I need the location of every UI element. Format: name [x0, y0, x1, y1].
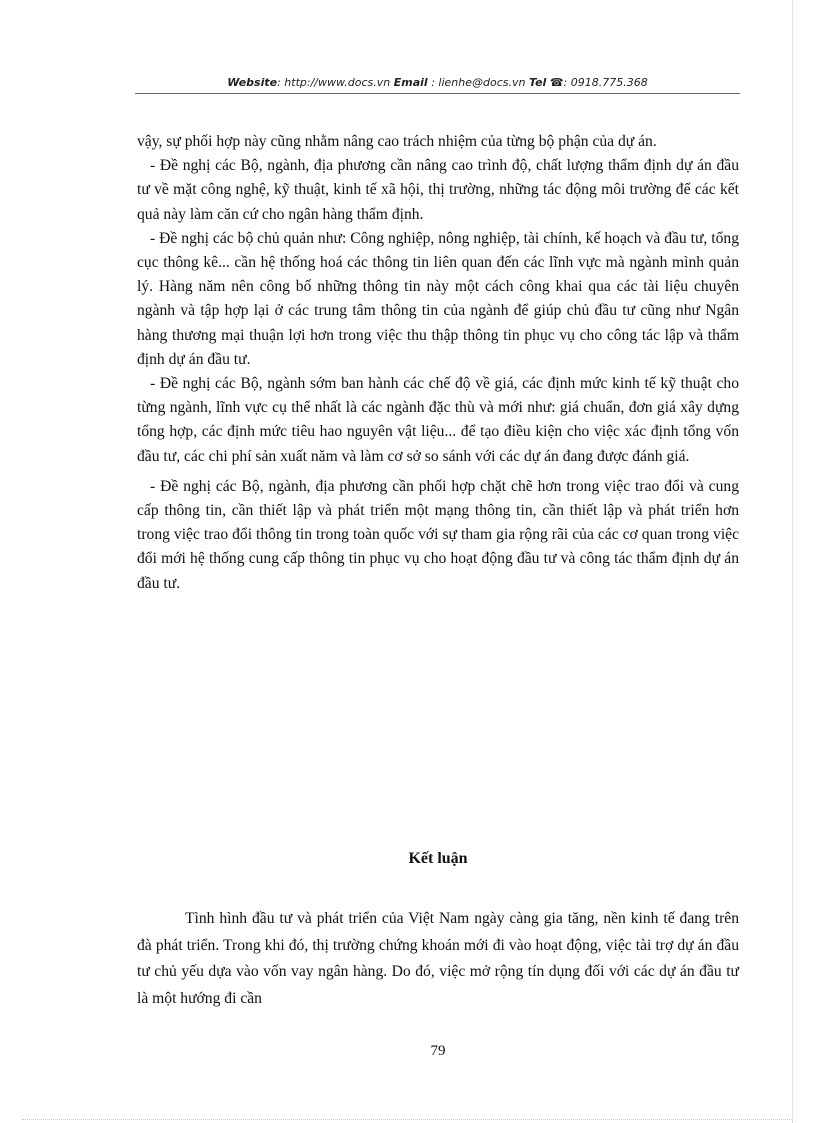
phone-icon: ☎: [549, 76, 564, 89]
conclusion-paragraph: Tình hình đầu tư và phát triển của Việt Nam ngày càng gia tăng, nền kinh tế đang trên đà phát triển. Trong khi đó, thị trường chứng khoán mới đi vào hoạt động, việc tài trợ dự án đầu tư chủ yếu dựa vào vốn vay ngân hàng. Do đó, việc mở rộng tín dụng đối với các dự án đầu tư là một hướng đi cần: [137, 910, 739, 1007]
website-label: Website: [227, 76, 278, 89]
conclusion-heading: Kết luận: [408, 850, 468, 867]
recommendation-item: - Đề nghị các bộ chủ quản như: Công nghiệp, nông nghiệp, tài chính, kế hoạch và đầu tư, tổng cục thông kê... cần hệ thống hoá các thông tin liên quan đến các lĩnh vực mà ngành mình quản lý. Hàng năm nên công bố những thông tin này một cách công khai qua các tài liệu chuyên ngành và tập hợp lại ở các trung tâm thông tin của ngành để giúp chủ đầu tư cũng như Ngân hàng thương mại thuận lợi hơn trong việc thu thập thông tin phục vụ cho công tác lập và thẩm định dự án đầu tư.: [137, 229, 739, 368]
header-divider: [135, 93, 740, 94]
recommendation-item: - Đề nghị các Bộ, ngành, địa phương cần nâng cao trình độ, chất lượng thẩm định dự án đầu tư về mặt công nghệ, kỹ thuật, kinh tế xã hội, thị trường, những tác động môi trường để các kết quả này làm căn cứ cho ngân hàng thẩm định.: [137, 157, 739, 223]
page-header: [135, 76, 740, 94]
website-value: : http://www.docs.vn: [277, 76, 391, 89]
recommendation-item: - Đề nghị các Bộ, ngành, địa phương cần phối hợp chặt chẽ hơn trong việc trao đổi và cung cấp thông tin, cần thiết lập và phát triển một mạng thông tin, cần thiết lập và phát triển hơn trong việc trao đổi thông tin trong toàn quốc với sự tham gia rộng rãi của các cơ quan trong việc đổi mới hệ thống cung cấp thông tin phục vụ cho hoạt động đầu tư và công tác thẩm định dự án đầu tư.: [137, 477, 739, 592]
tel-value: : 0918.775.368: [563, 76, 648, 89]
page-number: 79: [430, 1043, 446, 1059]
paragraph-continuation: vậy, sự phối hợp này cũng nhằm nâng cao trách nhiệm của từng bộ phận của dự án.: [137, 133, 657, 150]
body-text: [137, 130, 739, 596]
page-bottom-border: [22, 1119, 792, 1120]
tel-label: Tel: [528, 76, 547, 89]
email-label: Email: [393, 76, 428, 89]
email-value: : lienhe@docs.vn: [431, 76, 526, 89]
page-right-border: [792, 0, 793, 1123]
recommendation-item: - Đề nghị các Bộ, ngành sớm ban hành các chế độ về giá, các định mức kinh tế kỹ thuật cho từng ngành, lĩnh vực cụ thể nhất là các ngành đặc thù và mới như: giá chuẩn, đơn giá xây dựng tổng hợp, các định mức tiêu hao nguyên vật liệu... để tạo điều kiện cho việc xác định tổng vốn đầu tư, các chi phí sản xuất năm và làm cơ sở so sánh với các dự án đang được đánh giá.: [137, 375, 739, 465]
